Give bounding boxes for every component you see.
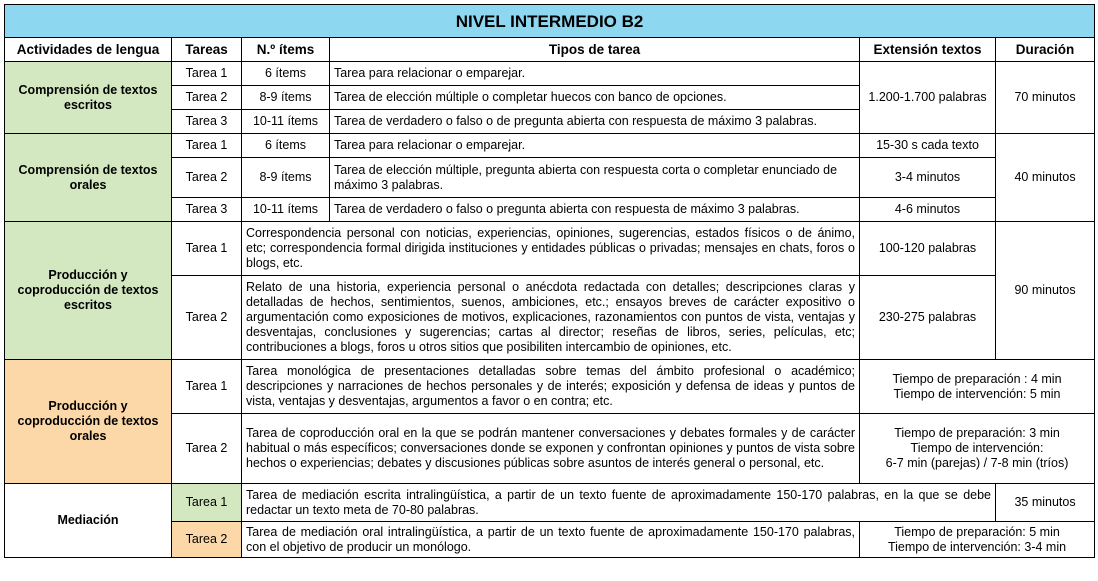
task-label: Tarea 2 xyxy=(172,158,242,198)
timing xyxy=(860,414,1095,484)
text-extension: 4-6 minutos xyxy=(860,198,996,222)
task-type: Correspondencia personal con noticias, experiencias, opiniones, sugerencias, estados físicos o de ánimo, etc; correspondencia formal dirigida instituciones y entidades públicas o privadas; mensajes en chats, foros o blogs, etc. xyxy=(242,222,860,276)
task-type: Tarea de verdadero o falso o de pregunta abierta con respuesta de máximo 3 palabras. xyxy=(330,110,860,134)
task-type: Tarea para relacionar o emparejar. xyxy=(330,134,860,158)
header-activity: Actividades de lengua xyxy=(5,38,172,62)
activity-mediation: Mediación xyxy=(5,484,172,558)
task-label: Tarea 1 xyxy=(172,360,242,414)
task-type: Tarea de verdadero o falso o pregunta abierta con respuesta de máximo 3 palabras. xyxy=(330,198,860,222)
task-label: Tarea 1 xyxy=(172,62,242,86)
items-count: 10-11 ítems xyxy=(242,110,330,134)
table-row xyxy=(5,62,1095,86)
table-row xyxy=(5,222,1095,276)
task-label: Tarea 1 xyxy=(172,484,242,522)
text-extension: 230-275 palabras xyxy=(860,276,996,360)
header-duration: Duración xyxy=(996,38,1095,62)
header-task: Tareas xyxy=(172,38,242,62)
items-count: 8-9 ítems xyxy=(242,158,330,198)
task-type: Tarea monológica de presentaciones detalladas sobre temas del ámbito profesional o académico; descripciones y narraciones de hechos personales y de interés; exposición y defensa de ideas y puntos de vista, ventajas y desventajas, argumentos a favor o en contra; etc. xyxy=(242,360,860,414)
timing xyxy=(860,360,1095,414)
table-row xyxy=(5,134,1095,158)
header-types: Tipos de tarea xyxy=(330,38,860,62)
task-type: Tarea de coproducción oral en la que se podrán mantener conversaciones y debates formales y de carácter habitual o más específicos; conversaciones donde se exponen y confrontan opiniones y puntos de vista sobre hechos o experiencias; debates y discusiones públicas sobre asuntos de interés general o personal, etc. xyxy=(242,414,860,484)
items-count: 8-9 ítems xyxy=(242,86,330,110)
table-title: NIVEL INTERMEDIO B2 xyxy=(5,5,1095,38)
task-type: Relato de una historia, experiencia personal o anécdota redactada con detalles; descripciones claras y detalladas de hechos, sentimientos, suenos, ambiciones, etc.; ensayos breves de carácter expositivo o argumentación como exposiciones de motivos, explicaciones, razonamientos con puntos de vista, ventajas y desventajas, conclusiones y sugerencias; cartas al director; reseñas de libros, series, películas, etc; contribuciones a blogs, foros u otros sitios que posibiliten intercambio de opiniones, etc. xyxy=(242,276,860,360)
intervention-time: Tiempo de intervención: 5 min xyxy=(893,386,1061,401)
duration: 40 minutos xyxy=(996,134,1095,222)
items-count: 10-11 ítems xyxy=(242,198,330,222)
duration: 35 minutos xyxy=(996,484,1095,522)
preparation-time: Tiempo de preparación: 3 min xyxy=(894,426,1060,440)
task-type: Tarea de mediación oral intralingüística, a partir de un texto fuente de aproximadamente 150-170 palabras, con el objetivo de producir un monólogo. xyxy=(242,522,860,558)
header-row xyxy=(5,38,1095,62)
task-type: Tarea de elección múltiple o completar huecos con banco de opciones. xyxy=(330,86,860,110)
intervention-time: Tiempo de intervención: xyxy=(910,441,1044,455)
task-label: Tarea 3 xyxy=(172,110,242,134)
task-label: Tarea 2 xyxy=(172,414,242,484)
task-label: Tarea 1 xyxy=(172,222,242,276)
items-count: 6 ítems xyxy=(242,134,330,158)
task-type: Tarea para relacionar o emparejar. xyxy=(330,62,860,86)
task-label: Tarea 3 xyxy=(172,198,242,222)
intervention-detail: 6-7 min (parejas) / 7-8 min (tríos) xyxy=(885,456,1069,470)
task-type: Tarea de elección múltiple, pregunta abierta con respuesta corta o completar enunciado de máximo 3 palabras. xyxy=(330,158,860,198)
items-count: 6 ítems xyxy=(242,62,330,86)
header-items: N.º ítems xyxy=(242,38,330,62)
activity-speaking: Producción y coproducción de textos orales xyxy=(5,360,172,484)
task-type: Tarea de mediación escrita intralingüística, a partir de un texto fuente de aproximadamente 150-170 palabras, en la que se debe redactar un texto meta de 70-80 palabras. xyxy=(242,484,996,522)
task-label: Tarea 2 xyxy=(172,276,242,360)
table-row xyxy=(5,360,1095,414)
activity-listening: Comprensión de textos orales xyxy=(5,134,172,222)
preparation-time: Tiempo de preparación : 4 min xyxy=(892,371,1062,386)
header-extension: Extensión textos xyxy=(860,38,996,62)
timing xyxy=(860,522,1095,558)
text-extension: 3-4 minutos xyxy=(860,158,996,198)
activity-writing: Producción y coproducción de textos escritos xyxy=(5,222,172,360)
task-label: Tarea 2 xyxy=(172,522,242,558)
exam-structure-table xyxy=(4,4,1095,558)
text-extension: 1.200-1.700 palabras xyxy=(860,62,996,134)
task-label: Tarea 1 xyxy=(172,134,242,158)
text-extension: 15-30 s cada texto xyxy=(860,134,996,158)
text-extension: 100-120 palabras xyxy=(860,222,996,276)
duration: 90 minutos xyxy=(996,222,1095,360)
task-label: Tarea 2 xyxy=(172,86,242,110)
intervention-time: Tiempo de intervención: 3-4 min xyxy=(887,539,1067,554)
duration: 70 minutos xyxy=(996,62,1095,134)
activity-reading: Comprensión de textos escritos xyxy=(5,62,172,134)
table-row xyxy=(5,484,1095,522)
preparation-time: Tiempo de preparación: 5 min xyxy=(894,524,1060,539)
